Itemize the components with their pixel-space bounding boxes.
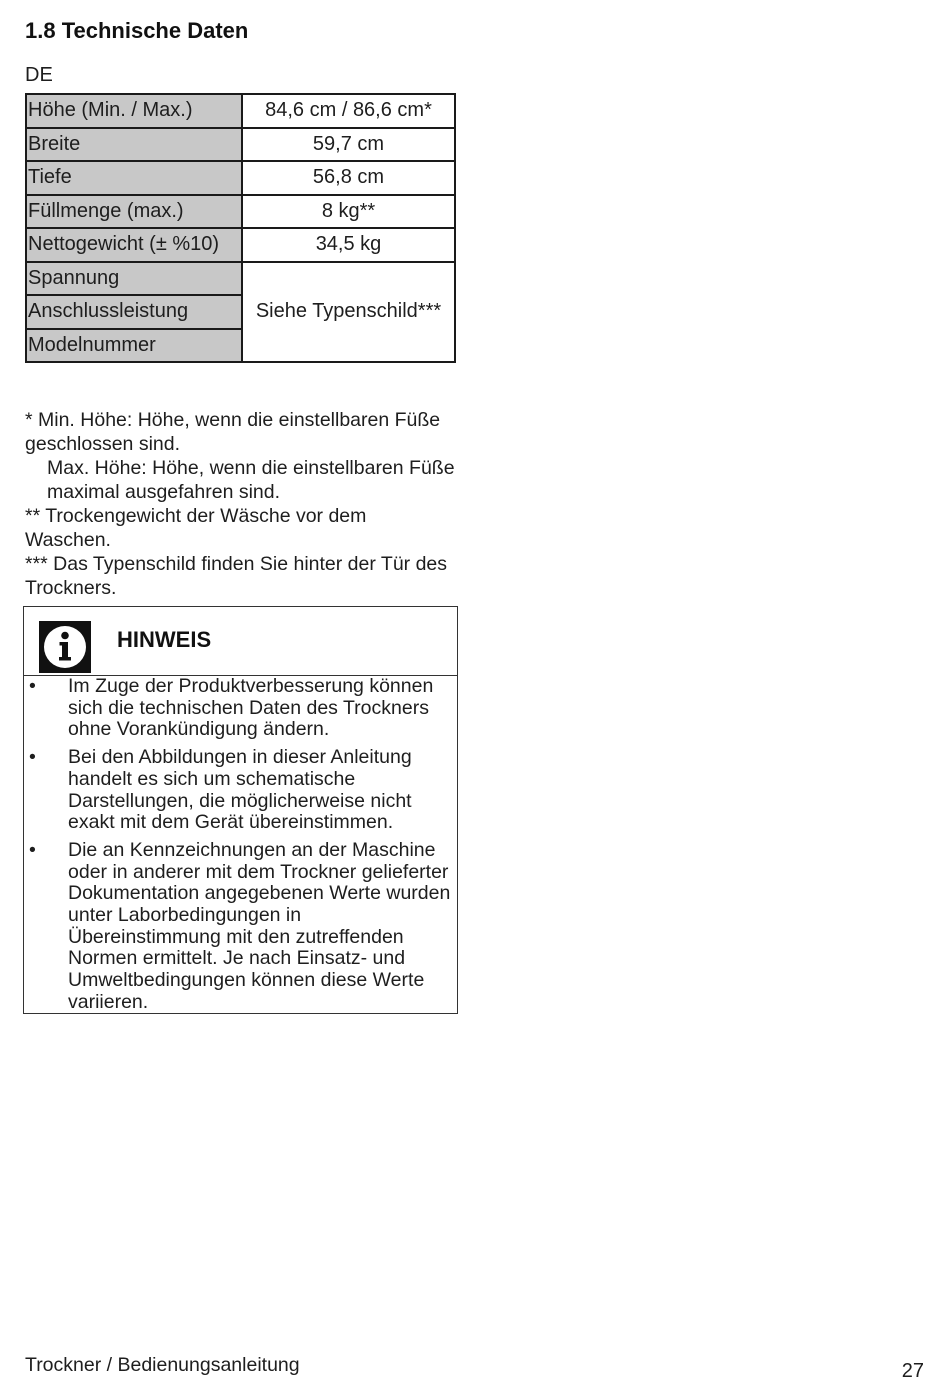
spec-label: Anschlussleistung [26,295,242,329]
notice-text: Die an Kennzeichnungen an der Maschine oder in anderer mit dem Trockner gelieferter Dokumentation angegebenen Werte wurden unter Laborbedingungen in Übereinstimmung mit den zutreffenden Normen ermittelt. Je nach Einsatz- und Umweltbedingungen können diese Werte variieren. [68,838,451,1013]
notice-list [24,676,457,1014]
footnote: * Min. Höhe: Höhe, wenn die einstellbaren Füße geschlossen sind. [25,409,441,455]
bullet: • [29,838,36,861]
footnote: *** Das Typenschild finden Sie hinter der Tür des Trockners. [25,553,448,599]
footnote: ** Trockengewicht der Wäsche vor dem Waschen. [25,505,367,551]
notice-text: Bei den Abbildungen in dieser Anleitung handelt es sich um schematische Darstellungen, die möglicherweise nicht exakt mit dem Gerät übereinstimmen. [68,746,412,834]
notice-box [23,606,458,1014]
spec-value: 34,5 kg [242,228,455,262]
table-row [26,161,455,195]
list-item [24,747,457,834]
table-row [26,128,455,162]
table-row [26,228,455,262]
technical-data-table [25,93,456,363]
spec-value: Siehe Typenschild*** [242,262,455,363]
spec-label: Spannung [26,262,242,296]
list-item [24,676,457,741]
spec-value: 59,7 cm [242,128,455,162]
footer-title: Trockner / Bedienungsanleitung [25,1354,300,1376]
footnote: Max. Höhe: Höhe, wenn die einstellbaren Füße maximal ausgefahren sind. [47,457,455,503]
language-label: DE [25,64,53,86]
bullet: • [29,746,36,769]
list-item [24,840,457,1014]
section-heading: 1.8 Technische Daten [25,18,249,43]
spec-label: Höhe (Min. / Max.) [26,94,242,128]
info-icon [39,621,91,673]
page-number: 27 [901,1360,924,1382]
bullet: • [29,675,36,697]
table-row [26,94,455,128]
notice-header [24,607,457,676]
notice-title: HINWEIS [117,627,212,652]
spec-label: Modelnummer [26,329,242,363]
spec-value: 8 kg** [242,195,455,229]
spec-label: Breite [26,128,242,162]
table-row [26,262,455,296]
notice-text: Im Zuge der Produktverbesserung können sich die technischen Daten des Trockners ohne Vorankündigung ändern. [68,675,434,741]
footnotes [25,408,455,600]
spec-label: Füllmenge (max.) [26,195,242,229]
spec-value: 84,6 cm / 86,6 cm* [242,94,455,128]
spec-label: Tiefe [26,161,242,195]
table-row [26,195,455,229]
spec-label: Nettogewicht (± %10) [26,228,242,262]
spec-value: 56,8 cm [242,161,455,195]
